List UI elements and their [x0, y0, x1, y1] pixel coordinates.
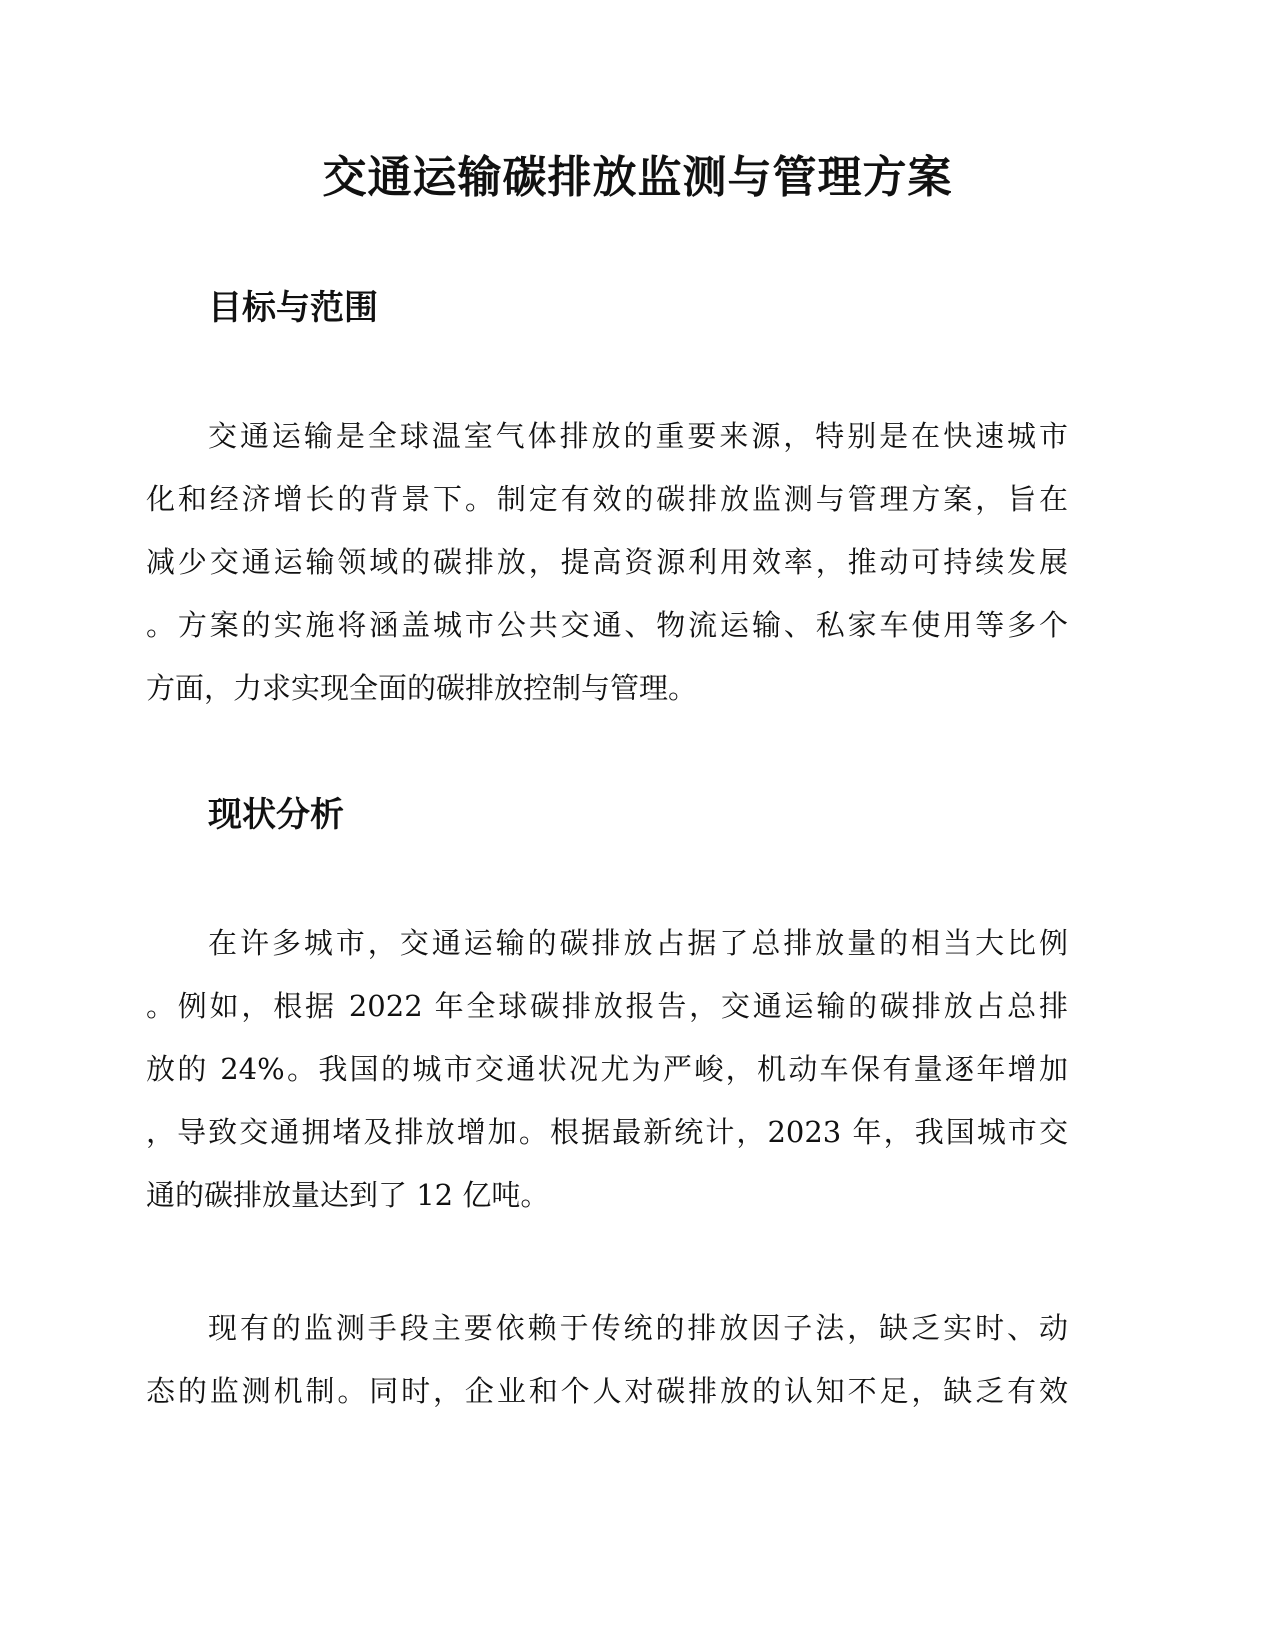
paragraph-goals-scope — [146, 405, 1068, 720]
paragraph-line: 减少交通运输领域的碳排放，提高资源利用效率，推动可持续发展 — [146, 545, 1068, 579]
paragraph-line: 在许多城市，交通运输的碳排放占据了总排放量的相当大比例 — [208, 926, 1068, 960]
paragraph-line: 化和经济增长的背景下。制定有效的碳排放监测与管理方案，旨在 — [146, 482, 1068, 516]
paragraph-line: 放的 24%。我国的城市交通状况尤为严峻，机动车保有量逐年增加 — [146, 1052, 1068, 1086]
section-heading-goals-scope: 目标与范围 — [208, 288, 378, 328]
paragraph-line: 方面，力求实现全面的碳排放控制与管理。 — [146, 671, 698, 705]
paragraph-line: 。例如，根据 2022 年全球碳排放报告，交通运输的碳排放占总排 — [146, 989, 1068, 1023]
paragraph-status-analysis-1 — [146, 912, 1068, 1227]
paragraph-line: 通的碳排放量达到了 12 亿吨。 — [146, 1178, 550, 1212]
paragraph-line: 现有的监测手段主要依赖于传统的排放因子法，缺乏实时、动 — [208, 1311, 1068, 1345]
document-title: 交通运输碳排放监测与管理方案 — [322, 152, 953, 203]
section-heading-status-analysis: 现状分析 — [208, 795, 344, 835]
paragraph-line: 态的监测机制。同时，企业和个人对碳排放的认知不足，缺乏有效 — [146, 1374, 1068, 1408]
paragraph-line: ，导致交通拥堵及排放增加。根据最新统计，2023 年，我国城市交 — [146, 1115, 1068, 1149]
paragraph-line: 。方案的实施将涵盖城市公共交通、物流运输、私家车使用等多个 — [146, 608, 1068, 642]
paragraph-status-analysis-2 — [146, 1297, 1068, 1423]
paragraph-line: 交通运输是全球温室气体排放的重要来源，特别是在快速城市 — [208, 419, 1068, 453]
